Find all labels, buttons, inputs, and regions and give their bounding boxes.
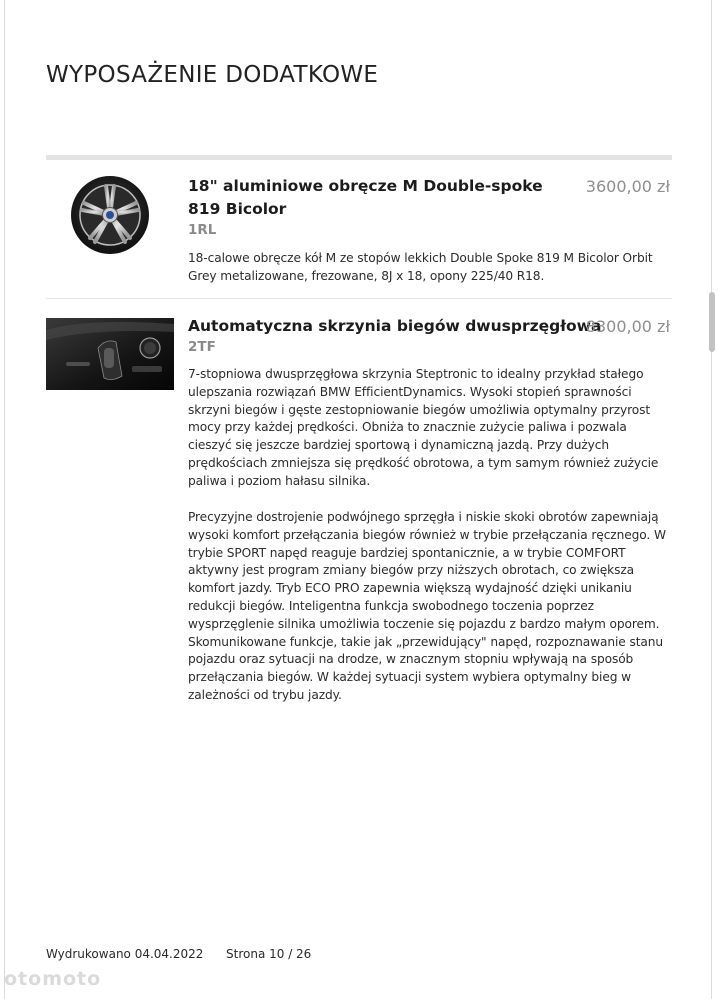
item-price-wheels: 3600,00 zł — [585, 177, 670, 196]
item-description-wheels: 18-calowe obręcze kół M ze stopów lekkich Double Spoke 819 M Bicolor Orbit Grey metalizowane, frezowane, 8J x 18, opony 225/40 R18. — [188, 251, 653, 283]
gear-selector-image — [46, 318, 174, 390]
item-divider — [46, 298, 672, 299]
item-description-transmission-p1: 7-stopniowa dwusprzęgłowa skrzynia Steptronic to idealny przykład stałego ulepszania rozwiązań BMW EfficientDynamics. Wysoki stopień sprawności skrzyni biegów i gęste zestopniowanie biegów umożliwia optymalny przyrost mocy przy każdej prędkości. Obniża to znacznie zużycie paliwa i pozwala cieszyć się jeszcze bardziej sportową i dynamiczną jazdą. Przy dużych prędkościach zmniejsza się prędkość obrotowa, a tym samym również zużycie paliwa i poziom hałasu silnika. — [188, 367, 659, 488]
item-code-transmission: 2TF — [188, 339, 216, 355]
alloy-wheel-image — [70, 175, 150, 255]
item-title-transmission: Automatyczna skrzynia biegów dwusprzęgłowa — [188, 317, 602, 335]
section-divider — [46, 155, 672, 160]
item-price-transmission: 8300,00 zł — [585, 317, 670, 336]
page-number: Strona 10 / 26 — [226, 947, 312, 961]
item-code-wheels: 1RL — [188, 222, 217, 238]
watermark: otomoto — [4, 968, 102, 990]
item-title-wheels: 18" aluminiowe obręcze M Double-spoke 819 Bicolor — [188, 177, 543, 218]
scrollbar-thumb[interactable] — [709, 292, 715, 352]
printed-date: Wydrukowano 04.04.2022 — [46, 947, 204, 961]
item-description-transmission-p2: Precyzyjne dostrojenie podwójnego sprzęgła i niskie skoki obrotów zapewniają wysoki komfort przełączania biegów również w trybie przełączania ręcznego. W trybie SPORT napęd reaguje bardziej spontanicznie, a w trybie COMFORT aktywny jest program zmiany biegów przy niższych obrotach, co zwiększa komfort jazdy. Tryb ECO PRO zapewnia większą wydajność dzięki unikaniu redukcji biegów. Inteligentna funkcja swobodnego toczenia poprzez wysprzęglenie silnika umożliwia toczenie się pojazdu z bardzo małym oporem. Skomunikowane funkcje, takie jak „przewidujący" napęd, rozpoznawanie stanu pojazdu oraz sytuacji na drodze, w znacznym stopniu wpływają na sposób przełączania biegów. W każdej sytuacji system wybiera optymalny bieg w zależności od trybu jazdy. — [188, 510, 666, 702]
document-page — [4, 0, 712, 999]
page-title: WYPOSAŻENIE DODATKOWE — [46, 62, 379, 88]
